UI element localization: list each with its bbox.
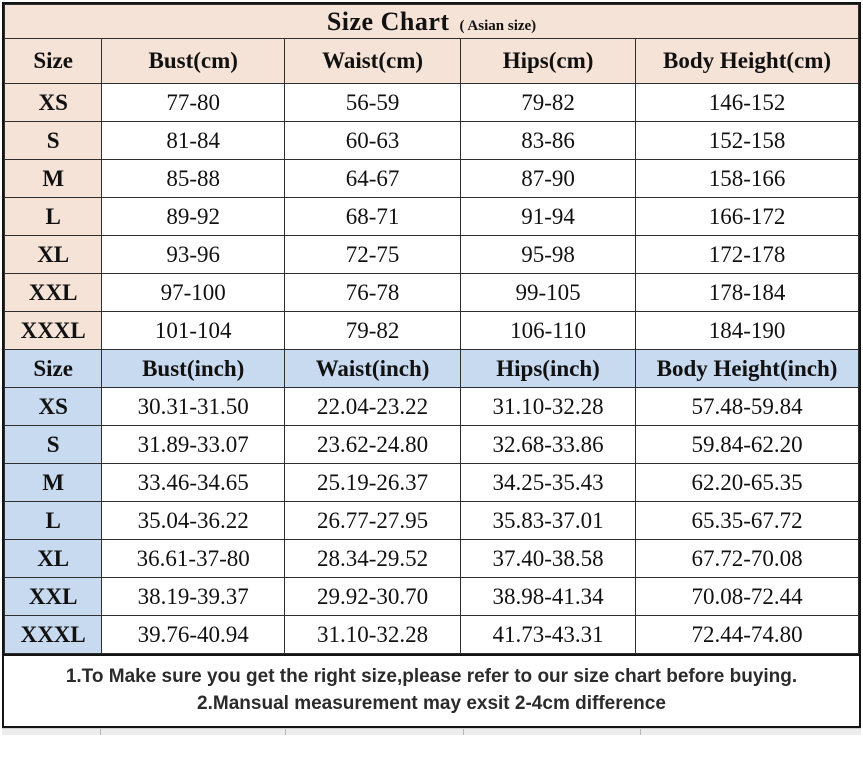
bust-cell: 36.61-37-80 (102, 540, 285, 578)
inch-header-hips: Hips(inch) (461, 350, 636, 388)
row-label: M (5, 160, 102, 198)
waist-cell: 79-82 (285, 312, 461, 350)
inch-header-row (5, 350, 859, 388)
cm-row-xxl (5, 274, 859, 312)
divider-tick (463, 729, 464, 735)
row-label: S (5, 426, 102, 464)
bust-cell: 101-104 (102, 312, 285, 350)
hips-cell: 41.73-43.31 (461, 616, 636, 654)
waist-cell: 60-63 (285, 122, 461, 160)
cm-row-s (5, 122, 859, 160)
inch-header-size: Size (5, 350, 102, 388)
height-cell: 184-190 (636, 312, 859, 350)
bust-cell: 31.89-33.07 (102, 426, 285, 464)
note-line-2: 2.Mansual measurement may exsit 2-4cm difference (197, 693, 666, 714)
page-subtitle: ( Asian size) (459, 17, 537, 34)
bust-cell: 85-88 (102, 160, 285, 198)
row-label: XL (5, 236, 102, 274)
row-label: L (5, 198, 102, 236)
inch-header-height: Body Height(inch) (636, 350, 859, 388)
cropped-next-table-edge (2, 728, 861, 735)
waist-cell: 64-67 (285, 160, 461, 198)
cm-row-m (5, 160, 859, 198)
hips-cell: 95-98 (461, 236, 636, 274)
height-cell: 62.20-65.35 (636, 464, 859, 502)
divider-tick (640, 729, 641, 735)
cm-row-xs (5, 84, 859, 122)
height-cell: 178-184 (636, 274, 859, 312)
waist-cell: 23.62-24.80 (285, 426, 461, 464)
bust-cell: 93-96 (102, 236, 285, 274)
hips-cell: 35.83-37.01 (461, 502, 636, 540)
hips-cell: 38.98-41.34 (461, 578, 636, 616)
row-label: XXXL (5, 312, 102, 350)
hips-cell: 32.68-33.86 (461, 426, 636, 464)
height-cell: 146-152 (636, 84, 859, 122)
cm-header-waist: Waist(cm) (285, 39, 461, 84)
inch-row-xs (5, 388, 859, 426)
waist-cell: 76-78 (285, 274, 461, 312)
height-cell: 57.48-59.84 (636, 388, 859, 426)
waist-cell: 25.19-26.37 (285, 464, 461, 502)
height-cell: 65.35-67.72 (636, 502, 859, 540)
row-label: XS (5, 388, 102, 426)
page-title: Size Chart (326, 6, 450, 36)
inch-row-l (5, 502, 859, 540)
height-cell: 59.84-62.20 (636, 426, 859, 464)
row-label: XS (5, 84, 102, 122)
hips-cell: 79-82 (461, 84, 636, 122)
hips-cell: 87-90 (461, 160, 636, 198)
waist-cell: 22.04-23.22 (285, 388, 461, 426)
hips-cell: 31.10-32.28 (461, 388, 636, 426)
size-chart-panel (2, 2, 861, 728)
waist-cell: 31.10-32.28 (285, 616, 461, 654)
height-cell: 158-166 (636, 160, 859, 198)
bust-cell: 77-80 (102, 84, 285, 122)
cm-header-hips: Hips(cm) (461, 39, 636, 84)
bust-cell: 97-100 (102, 274, 285, 312)
inch-row-xxl (5, 578, 859, 616)
bust-cell: 89-92 (102, 198, 285, 236)
title-cell (5, 5, 859, 39)
row-label: XXL (5, 274, 102, 312)
inch-row-s (5, 426, 859, 464)
size-chart-table (4, 4, 859, 654)
hips-cell: 99-105 (461, 274, 636, 312)
height-cell: 67.72-70.08 (636, 540, 859, 578)
row-label: M (5, 464, 102, 502)
bust-cell: 81-84 (102, 122, 285, 160)
hips-cell: 83-86 (461, 122, 636, 160)
bust-cell: 38.19-39.37 (102, 578, 285, 616)
note-line-1: 1.To Make sure you get the right size,please refer to our size chart before buying. (65, 666, 798, 687)
height-cell: 72.44-74.80 (636, 616, 859, 654)
inch-header-bust: Bust(inch) (102, 350, 285, 388)
waist-cell: 26.77-27.95 (285, 502, 461, 540)
waist-cell: 68-71 (285, 198, 461, 236)
hips-cell: 106-110 (461, 312, 636, 350)
title-row (5, 5, 859, 39)
bust-cell: 35.04-36.22 (102, 502, 285, 540)
hips-cell: 37.40-38.58 (461, 540, 636, 578)
height-cell: 172-178 (636, 236, 859, 274)
row-label: XL (5, 540, 102, 578)
height-cell: 152-158 (636, 122, 859, 160)
divider-tick (285, 729, 286, 735)
cm-row-xl (5, 236, 859, 274)
waist-cell: 28.34-29.52 (285, 540, 461, 578)
cm-header-height: Body Height(cm) (636, 39, 859, 84)
row-label: XXXL (5, 616, 102, 654)
hips-cell: 91-94 (461, 198, 636, 236)
hips-cell: 34.25-35.43 (461, 464, 636, 502)
height-cell: 166-172 (636, 198, 859, 236)
height-cell: 70.08-72.44 (636, 578, 859, 616)
cm-row-xxxl (5, 312, 859, 350)
bust-cell: 33.46-34.65 (102, 464, 285, 502)
row-label: S (5, 122, 102, 160)
cm-header-bust: Bust(cm) (102, 39, 285, 84)
divider-tick (100, 729, 101, 735)
size-notes (4, 654, 859, 726)
inch-row-m (5, 464, 859, 502)
bust-cell: 30.31-31.50 (102, 388, 285, 426)
waist-cell: 29.92-30.70 (285, 578, 461, 616)
bust-cell: 39.76-40.94 (102, 616, 285, 654)
waist-cell: 56-59 (285, 84, 461, 122)
inch-header-waist: Waist(inch) (285, 350, 461, 388)
cm-header-row (5, 39, 859, 84)
row-label: L (5, 502, 102, 540)
inch-row-xl (5, 540, 859, 578)
row-label: XXL (5, 578, 102, 616)
cm-row-l (5, 198, 859, 236)
inch-row-xxxl (5, 616, 859, 654)
cm-header-size: Size (5, 39, 102, 84)
waist-cell: 72-75 (285, 236, 461, 274)
